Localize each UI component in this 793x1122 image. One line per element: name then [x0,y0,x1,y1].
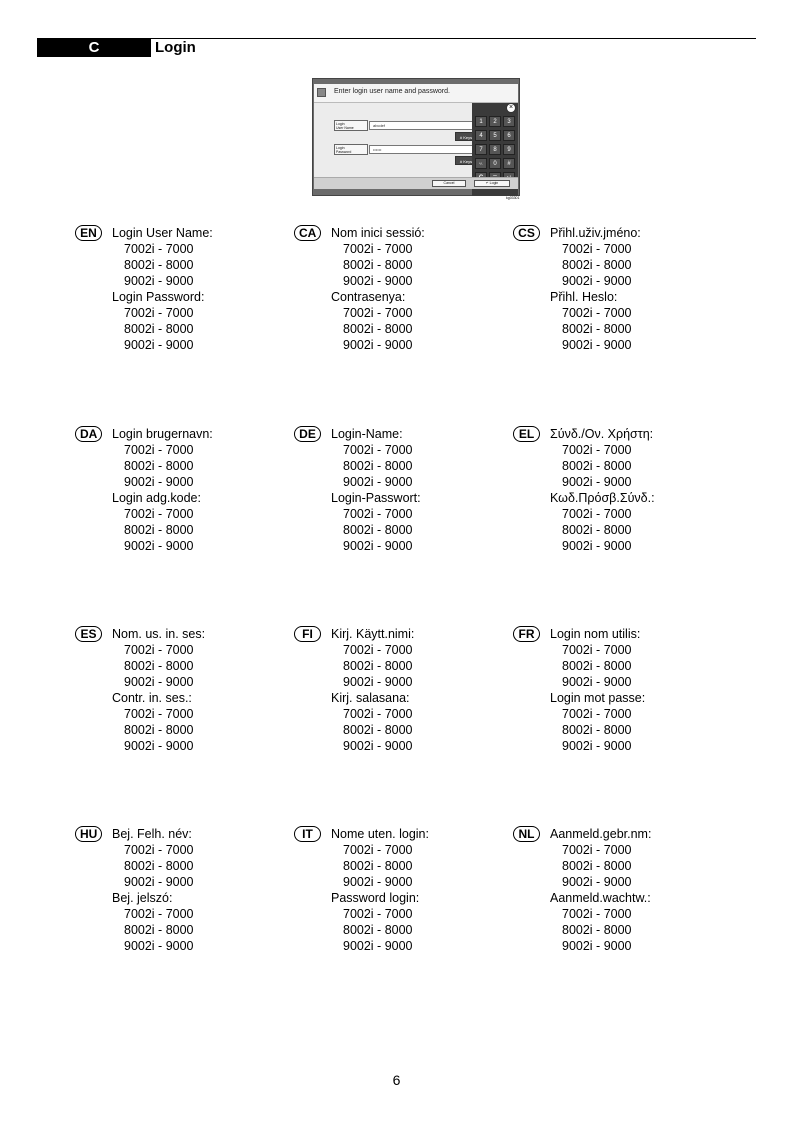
keypad-key: 4 [475,130,487,141]
user-name-label: Aanmeld.gebr.nm: [550,827,652,841]
password-value: 7002i - 7000 [124,306,194,320]
password-value: 8002i - 8000 [562,923,632,937]
user-name-label: Kirj. Käytt.nimi: [331,627,415,641]
password-value: 9002i - 9000 [343,338,413,352]
user-name-label: Login-Name: [331,427,403,441]
user-value: 7002i - 7000 [562,242,632,256]
password-value: 9002i - 9000 [124,338,194,352]
password-value: 7002i - 7000 [562,707,632,721]
keypad-key: 6 [503,130,515,141]
password-value: 9002i - 9000 [343,539,413,553]
user-name-label: Σύνδ./Ον. Χρήστη: [550,427,654,441]
user-value: 9002i - 9000 [343,475,413,489]
password-value: 8002i - 8000 [343,523,413,537]
language-badge: DE [294,426,321,442]
password-label: Login-Passwort: [331,491,421,505]
user-value: 9002i - 9000 [124,875,194,889]
keypad-key: 9 [503,144,515,155]
password-value: 7002i - 7000 [124,707,194,721]
password-label: Κωδ.Πρόσβ.Σύνδ.: [550,491,655,505]
user-name-label: Nom. us. in. ses: [112,627,206,641]
login-button: ↵ Login [474,180,510,187]
panel-bottom-bar [314,177,518,189]
user-name-label: Nom inici sessió: [331,226,425,240]
language-badge: NL [513,826,540,842]
password-value: 9002i - 9000 [562,739,632,753]
keypad-key: 2 [489,116,501,127]
user-value: 7002i - 7000 [124,443,194,457]
user-value: 9002i - 9000 [562,475,632,489]
language-badge: CS [513,225,540,241]
password-value: 8002i - 8000 [343,723,413,737]
password-value: 8002i - 8000 [562,322,632,336]
user-name-label: Login brugernavn: [112,427,213,441]
password-value: 7002i - 7000 [343,707,413,721]
user-value: 9002i - 9000 [562,274,632,288]
password-label: Kirj. salasana: [331,691,410,705]
user-value: 9002i - 9000 [124,675,194,689]
user-value: 7002i - 7000 [562,443,632,457]
user-value: 8002i - 8000 [562,258,632,272]
cancel-button: Cancel [432,180,466,187]
page-title: Login [155,39,196,56]
user-name-label: Nome uten. login: [331,827,429,841]
user-value: 8002i - 8000 [124,459,194,473]
password-value: 7002i - 7000 [562,907,632,921]
password-value: 7002i - 7000 [343,507,413,521]
user-value: 9002i - 9000 [562,875,632,889]
password-value: 8002i - 8000 [343,923,413,937]
password-value: 8002i - 8000 [562,723,632,737]
password-label: Přihl. Heslo: [550,290,618,304]
password-value: 7002i - 7000 [124,907,194,921]
login-password-field: •••••• [369,145,479,154]
user-value: 7002i - 7000 [124,843,194,857]
password-value: 9002i - 9000 [562,539,632,553]
user-value: 8002i - 8000 [343,859,413,873]
user-name-label: Login User Name: [112,226,213,240]
keypad-key: 5 [489,130,501,141]
password-value: 7002i - 7000 [124,507,194,521]
user-value: 8002i - 8000 [124,659,194,673]
user-value: 7002i - 7000 [562,843,632,857]
user-value: 9002i - 9000 [124,475,194,489]
user-value: 9002i - 9000 [562,675,632,689]
password-label: Login adg.kode: [112,491,201,505]
password-value: 7002i - 7000 [562,507,632,521]
language-badge: FI [294,626,321,642]
user-value: 9002i - 9000 [343,274,413,288]
password-value: 7002i - 7000 [343,306,413,320]
password-value: 7002i - 7000 [343,907,413,921]
password-value: 7002i - 7000 [562,306,632,320]
user-value: 7002i - 7000 [343,643,413,657]
language-badge: HU [75,826,102,842]
close-icon: × [506,103,516,113]
user-value: 7002i - 7000 [343,443,413,457]
password-label: Contr. in. ses.: [112,691,192,705]
user-name-label: Login nom utilis: [550,627,641,641]
password-value: 9002i - 9000 [343,939,413,953]
user-value: 7002i - 7000 [343,242,413,256]
user-value: 8002i - 8000 [124,859,194,873]
user-value: 7002i - 7000 [562,643,632,657]
password-label: Login mot passe: [550,691,646,705]
keypad-key: # [503,158,515,169]
keypad-key: 7 [475,144,487,155]
password-value: 8002i - 8000 [562,523,632,537]
language-badge: DA [75,426,102,442]
keypad-key: 0 [489,158,501,169]
user-value: 7002i - 7000 [124,643,194,657]
user-value: 9002i - 9000 [124,274,194,288]
password-value: 9002i - 9000 [124,939,194,953]
user-value: 7002i - 7000 [124,242,194,256]
language-badge: FR [513,626,540,642]
user-value: 7002i - 7000 [343,843,413,857]
user-value: 9002i - 9000 [343,675,413,689]
login-user-name-field: abcdef [369,121,479,130]
password-value: 8002i - 8000 [124,322,194,336]
password-label: Password login: [331,891,420,905]
keypad-key: 1 [475,116,487,127]
user-keys-button: # Keys [455,132,477,141]
illustration-code: kg03301 [506,196,520,200]
password-value: 9002i - 9000 [562,338,632,352]
password-label: Contrasenya: [331,290,406,304]
user-value: 8002i - 8000 [343,459,413,473]
password-value: 9002i - 9000 [562,939,632,953]
password-label: Login Password: [112,290,205,304]
keypad-key: */. [475,158,487,169]
panel-top-bar [314,84,518,103]
password-label: Aanmeld.wachtw.: [550,891,651,905]
section-letter: C [37,39,151,57]
user-value: 9002i - 9000 [343,875,413,889]
user-value: 8002i - 8000 [562,859,632,873]
password-value: 9002i - 9000 [124,739,194,753]
keypad-key: 3 [503,116,515,127]
password-label: Bej. jelszó: [112,891,173,905]
login-user-name-button: Login User Name [334,120,368,131]
user-value: 8002i - 8000 [562,659,632,673]
login-screen-illustration [312,78,520,196]
password-value: 8002i - 8000 [124,723,194,737]
user-value: 8002i - 8000 [343,258,413,272]
user-name-label: Přihl.uživ.jméno: [550,226,641,240]
password-value: 8002i - 8000 [124,523,194,537]
login-password-button: Login Password [334,144,368,155]
page-number: 6 [392,1072,401,1088]
password-value: 8002i - 8000 [343,322,413,336]
language-badge: EL [513,426,540,442]
panel-status-icon [317,88,326,97]
keypad-key: 8 [489,144,501,155]
user-value: 8002i - 8000 [562,459,632,473]
user-name-label: Bej. Felh. név: [112,827,192,841]
user-value: 8002i - 8000 [124,258,194,272]
password-value: 9002i - 9000 [343,739,413,753]
user-value: 8002i - 8000 [343,659,413,673]
language-badge: ES [75,626,102,642]
password-value: 8002i - 8000 [124,923,194,937]
language-badge: CA [294,225,321,241]
language-badge: EN [75,225,102,241]
password-keys-button: # Keys [455,156,477,165]
password-value: 9002i - 9000 [124,539,194,553]
language-badge: IT [294,826,321,842]
panel-message: Enter login user name and password. [334,88,450,95]
